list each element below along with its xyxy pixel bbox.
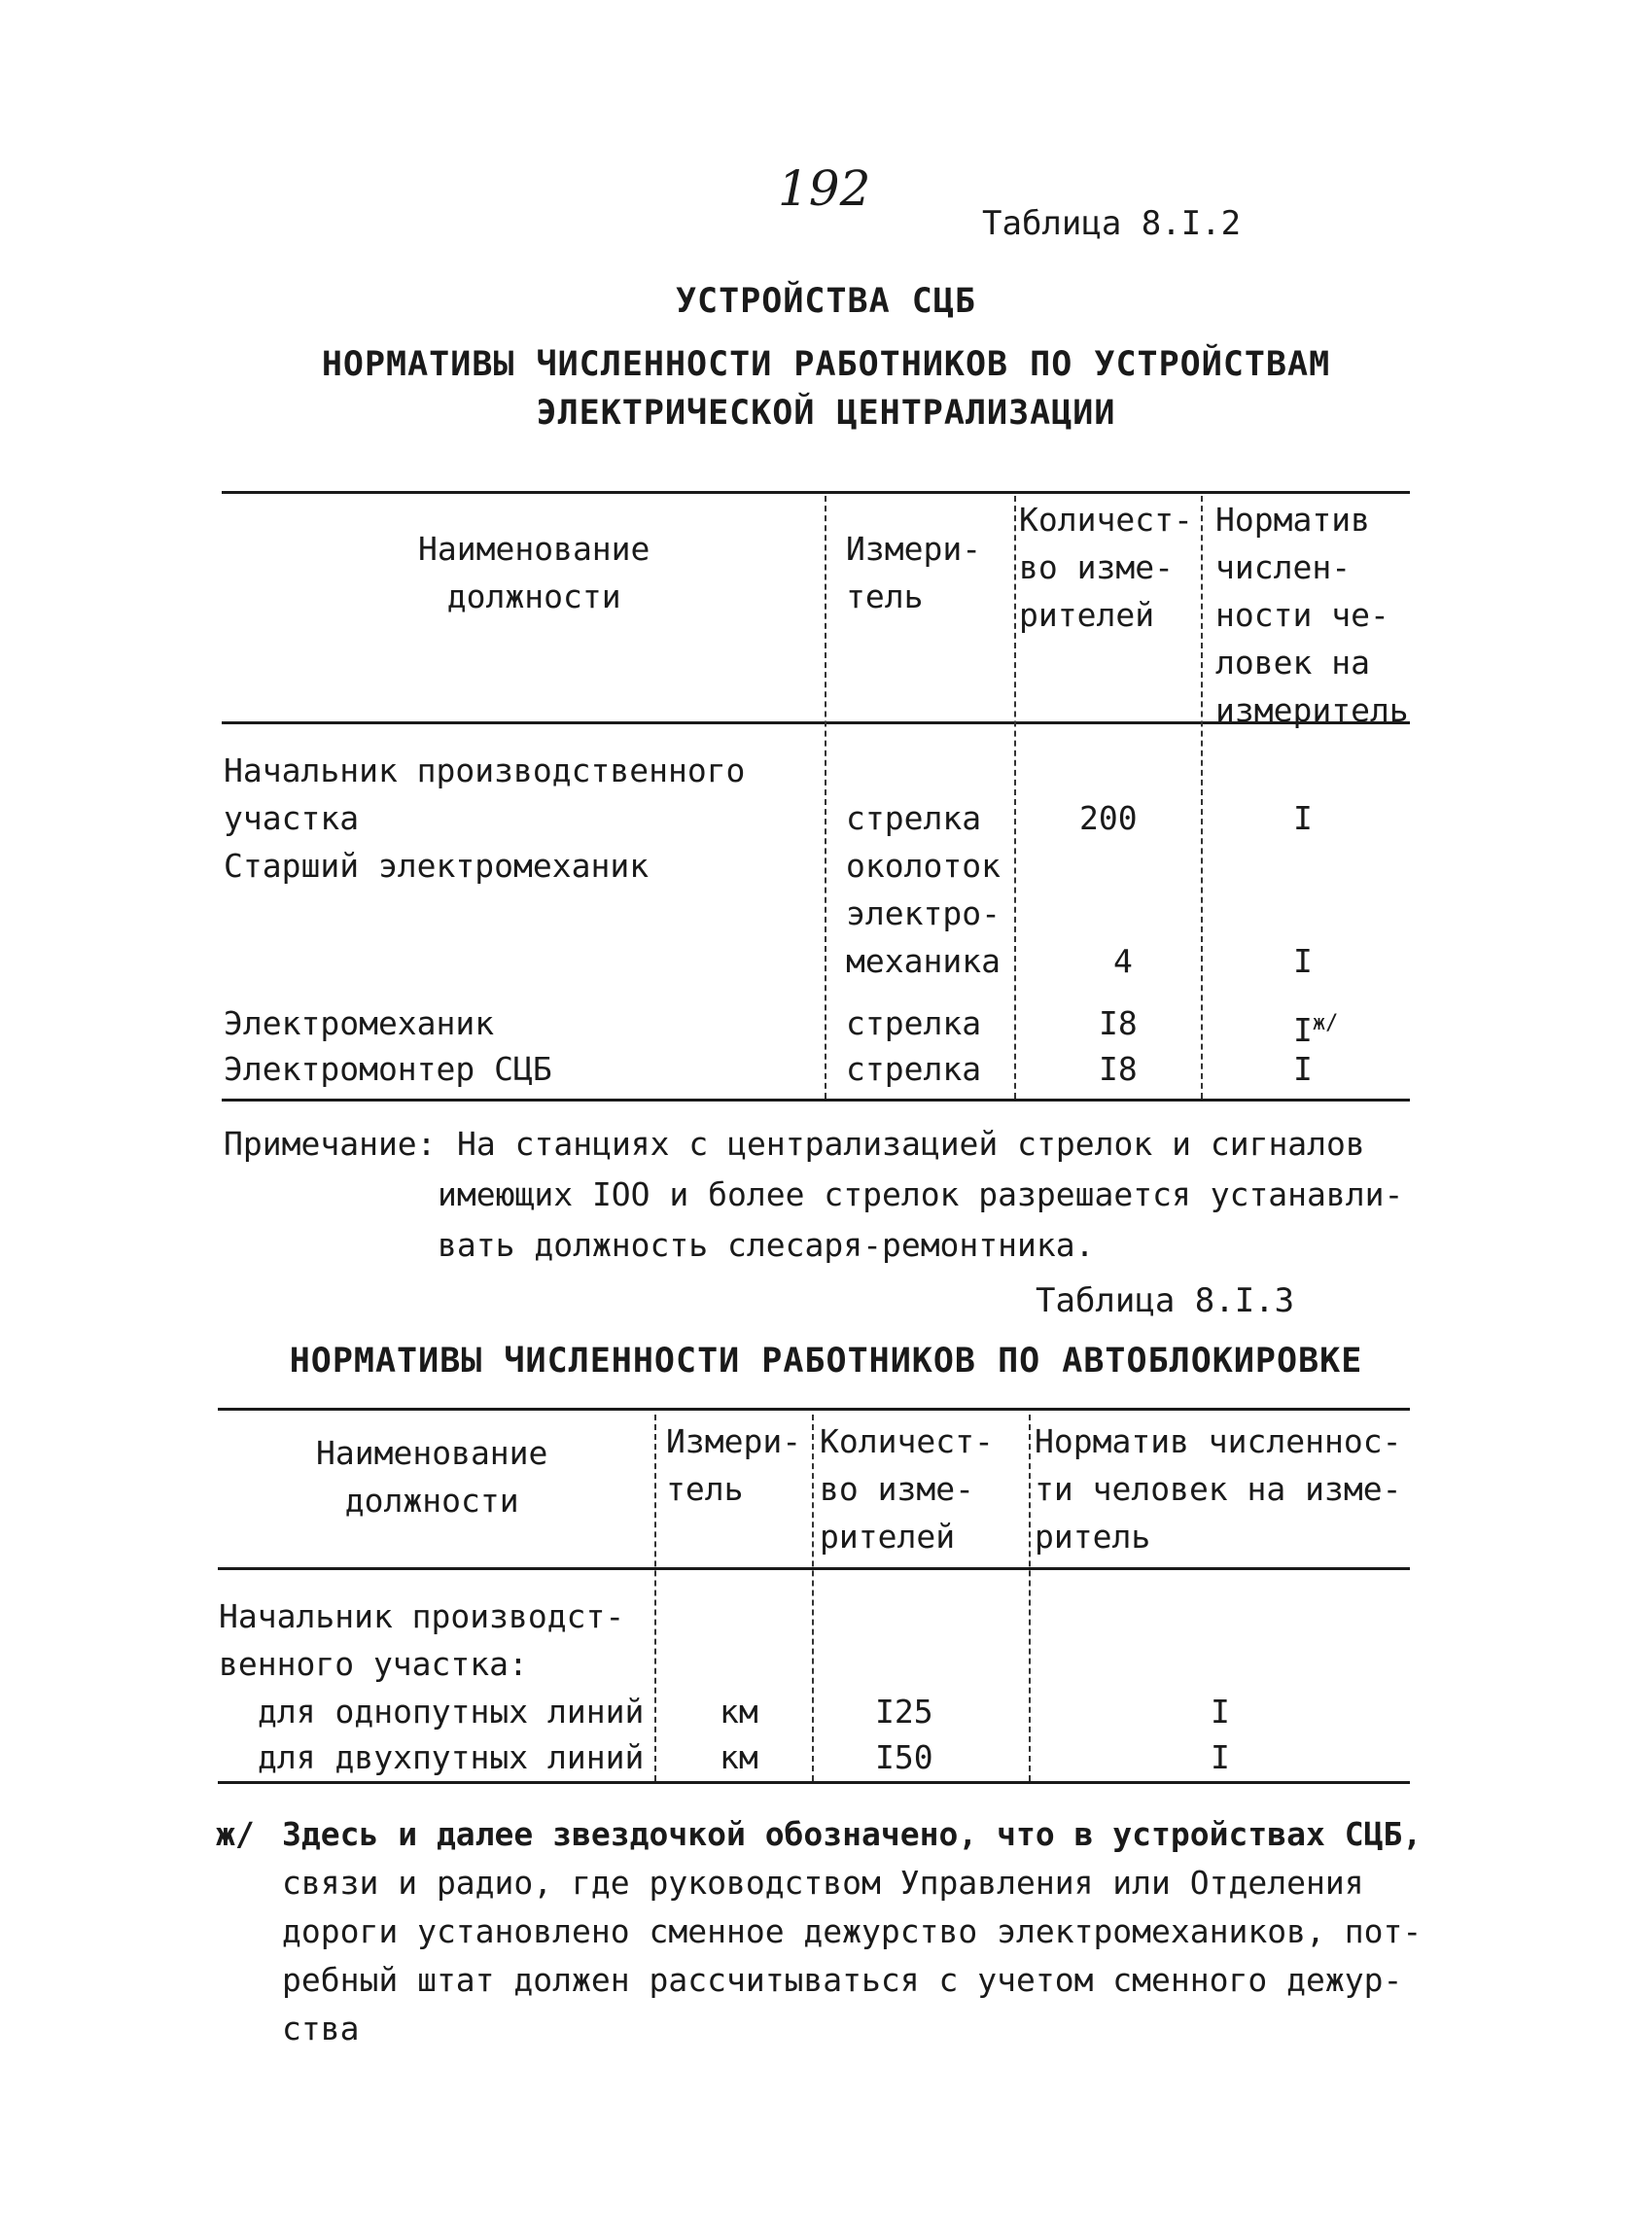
footnote-marker: ж/ (216, 1815, 255, 1853)
header-measure: Измери- тель (666, 1422, 802, 1508)
table-bottom-rule (218, 1781, 1410, 1784)
column-divider (1029, 1415, 1031, 1781)
measure-unit: стрелка (846, 1004, 982, 1042)
norm-value: $I^{ж/}$ (1293, 1011, 1339, 1049)
note-label: Примечание: (224, 1125, 437, 1163)
measure-unit: км (720, 1693, 758, 1731)
measure-unit: стрелка (846, 799, 982, 837)
header-count: Количест- во изме- рителей (1019, 501, 1193, 634)
table-bottom-rule (222, 1099, 1410, 1102)
table-top-rule (218, 1408, 1410, 1411)
header-norm: Норматив численнос- ти человек на изме- ритель (1035, 1422, 1402, 1556)
table-label: Таблица 8.I.2 (982, 204, 1242, 243)
measure-unit: км (720, 1738, 758, 1776)
norm-value: I (1211, 1738, 1230, 1776)
header-position-name: Наименование должности (316, 1434, 548, 1520)
measure-count: I25 (875, 1693, 933, 1731)
norm-value: I (1293, 1050, 1313, 1088)
header-measure: Измери- тель (846, 530, 982, 615)
table-title: НОРМАТИВЫ ЧИСЛЕННОСТИ РАБОТНИКОВ ПО АВТОБЛОКИРОВКЕ (289, 1342, 1363, 1381)
table-top-rule (222, 491, 1410, 494)
table-title: НОРМАТИВЫ ЧИСЛЕННОСТИ РАБОТНИКОВ ПО УСТРОЙСТВАМ (321, 345, 1331, 384)
group-label: Начальник производст- венного участка: (219, 1597, 625, 1683)
table-section-title: УСТРОЙСТВА СЦБ (675, 282, 976, 321)
footnote-line: ства (282, 2010, 360, 2047)
column-divider (1201, 496, 1203, 1099)
norm-value: I (1211, 1693, 1230, 1731)
measure-unit: околоток электро- механика (846, 847, 1001, 980)
column-divider (812, 1415, 814, 1781)
norm-value: I (1293, 799, 1313, 837)
column-divider (654, 1415, 656, 1781)
page-number: 192 (778, 160, 871, 217)
position-name: Электромонтер СЦБ (224, 1050, 552, 1088)
position-name: Начальник производственного участка (224, 752, 746, 837)
note-line: вать должность слесаря-ремонтника. (438, 1226, 1095, 1264)
column-divider (825, 496, 826, 1099)
measure-count: 200 (1079, 799, 1138, 837)
footnote-line: связи и радио, где руководством Управления или Отделения (282, 1864, 1364, 1902)
measure-count: I8 (1099, 1004, 1138, 1042)
column-divider (1014, 496, 1016, 1099)
measure-count: 4 (1113, 942, 1133, 980)
table-title-continued: ЭЛЕКТРИЧЕСКОЙ ЦЕНТРАЛИЗАЦИИ (536, 394, 1116, 433)
measure-count: I8 (1099, 1050, 1138, 1088)
position-name: Электромеханик (224, 1004, 495, 1042)
position-name: для двухпутных линий (258, 1738, 645, 1776)
footnote-line: дороги установлено сменное дежурство электромехаников, пот- (282, 1912, 1423, 1950)
note-line: имеющих IOO и более стрелок разрешается устанавли- (438, 1175, 1404, 1213)
header-position-name: Наименование должности (418, 530, 650, 615)
table-label: Таблица 8.I.3 (1036, 1281, 1295, 1320)
header-count: Количест- во изме- рителей (820, 1422, 994, 1556)
footnote-marker: ж/ (1312, 1011, 1339, 1035)
position-name: Старший электромеханик (224, 847, 650, 885)
table-header-rule (218, 1567, 1410, 1570)
header-norm: Норматив числен- ности че- ловек на измеритель (1215, 501, 1409, 729)
position-name: для однопутных линий (258, 1693, 645, 1731)
footnote-line: ребный штат должен рассчитываться с учетом сменного дежур- (282, 1961, 1403, 1999)
norm-value: I (1293, 942, 1313, 980)
measure-count: I50 (875, 1738, 933, 1776)
measure-unit: стрелка (846, 1050, 982, 1088)
note-line: На станциях с централизацией стрелок и сигналов (457, 1125, 1365, 1163)
footnote-line: Здесь и далее звездочкой обозначено, что в устройствах СЦБ, (282, 1815, 1423, 1853)
